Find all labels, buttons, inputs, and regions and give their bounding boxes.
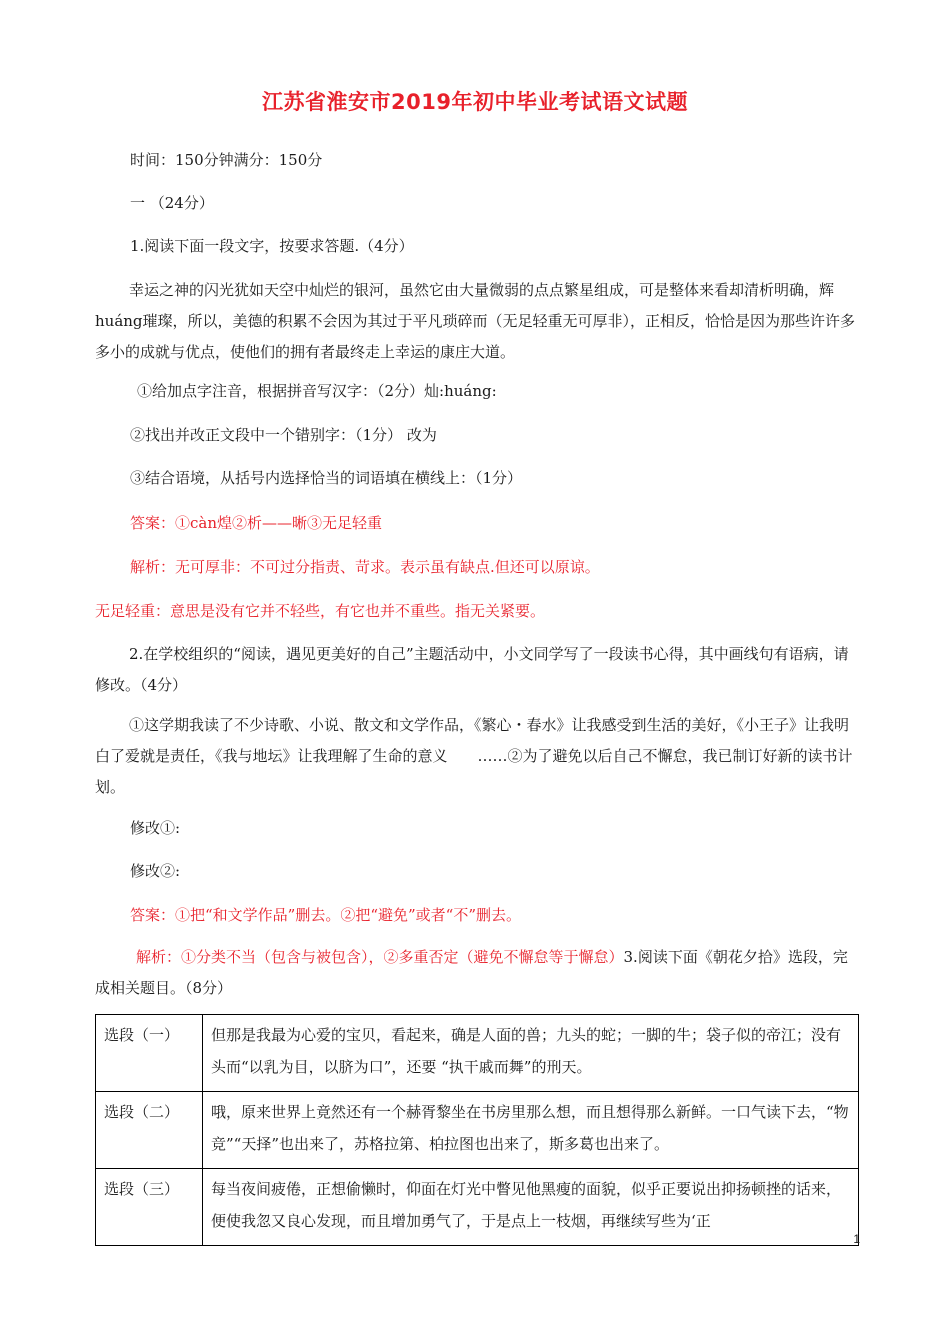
excerpt-table [95,1014,859,1246]
page-title: 江苏省淮安市2019年初中毕业考试语文试题 [262,90,688,114]
question-2-analysis-and-q3 [95,942,859,1004]
question-1-sub1: ①给加点字注音，根据拼音写汉字：（2分）灿:huáng: [137,382,497,400]
excerpt-text: 但那是我最为心爱的宝贝，看起来，确是人面的兽；九头的蛇；一脚的牛；袋子似的帝江；没有头而“以乳为目，以脐为口”，还要 “执干戚而舞”的刑天。 [203,1015,859,1092]
exam-meta: 时间：150分钟满分：150分 [130,151,323,169]
question-1-sub3: ③结合语境，从括号内选择恰当的词语填在横线上：（1分） [130,469,523,487]
excerpt-text: 哦，原来世界上竟然还有一个赫胥黎坐在书房里那么想，而且想得那么新鲜。一口气读下去，“物竞”“天择”也出来了，苏格拉第、柏拉图也出来了，斯多葛也出来了。 [203,1092,859,1169]
question-2-analysis: 解析：①分类不当（包含与被包含），②多重否定（避免不懈怠等于懈怠） [136,948,624,966]
question-1-analysis: 解析：无可厚非：不可过分指责、苛求。表示虽有缺点.但还可以原谅。 [130,558,600,576]
question-2-prompt: 2.在学校组织的“阅读，遇见更美好的自己”主题活动中，小文同学写了一段读书心得，其中画线句有语病，请修改。（4分） [95,645,849,694]
excerpt-label: 选段（三） [96,1169,203,1246]
question-1-prompt: 1.阅读下面一段文字，按要求答题.（4分） [130,237,414,255]
question-2-passage: ①这学期我读了不少诗歌、小说、散文和文学作品，《繁心・春水》让我感受到生活的美好，《小王子》让我明白了爱就是责任，《我与地坛》让我理解了生命的意义 ……②为了避免以后自己不懈怠，我已制订好新的读书计划。 [95,716,853,796]
excerpt-text: 每当夜间疲倦，正想偷懒时，仰面在灯光中瞥见他黑瘦的面貌，似乎正要说出抑扬顿挫的话来，便使我忽又良心发现，而且增加勇气了，于是点上一枝烟，再继续写些为‘正 [203,1169,859,1246]
question-1-sub2: ②找出并改正文段中一个错别字：（1分） 改为 [130,426,437,444]
excerpt-label: 选段（二） [96,1092,203,1169]
table-row [96,1092,859,1169]
table-row [96,1169,859,1246]
question-1-answer: 答案：①càn煌②析——晰③无足轻重 [130,514,383,532]
question-3-prompt: 3.阅读下面《朝花夕拾》选段，完成相关题目。（8分） [95,948,848,997]
question-2-answer: 答案：①把“和文学作品”删去。②把“避免”或者“不”删去。 [130,906,522,924]
section-heading: 一 （24分） [130,194,214,212]
page-number: 1 [853,1232,860,1246]
question-2-fix-2: 修改②: [130,862,181,880]
excerpt-label: 选段（一） [96,1015,203,1092]
question-2-fix-1: 修改①: [130,819,181,837]
question-1-passage: 幸运之神的闪光犹如天空中灿烂的银河，虽然它由大量微弱的点点繁星组成，可是整体来看却清析明确，辉huáng璀璨，所以，美德的积累不会因为其过于平凡琐碎而（无足轻重无可厚非），正相反，恰恰是因为那些许许多多小的成就与优点，使他们的拥有者最终走上幸运的康庄大道。 [95,281,856,361]
question-1-analysis-continued: 无足轻重：意思是没有它并不轻些，有它也并不重些。指无关紧要。 [95,602,546,620]
table-row [96,1015,859,1092]
